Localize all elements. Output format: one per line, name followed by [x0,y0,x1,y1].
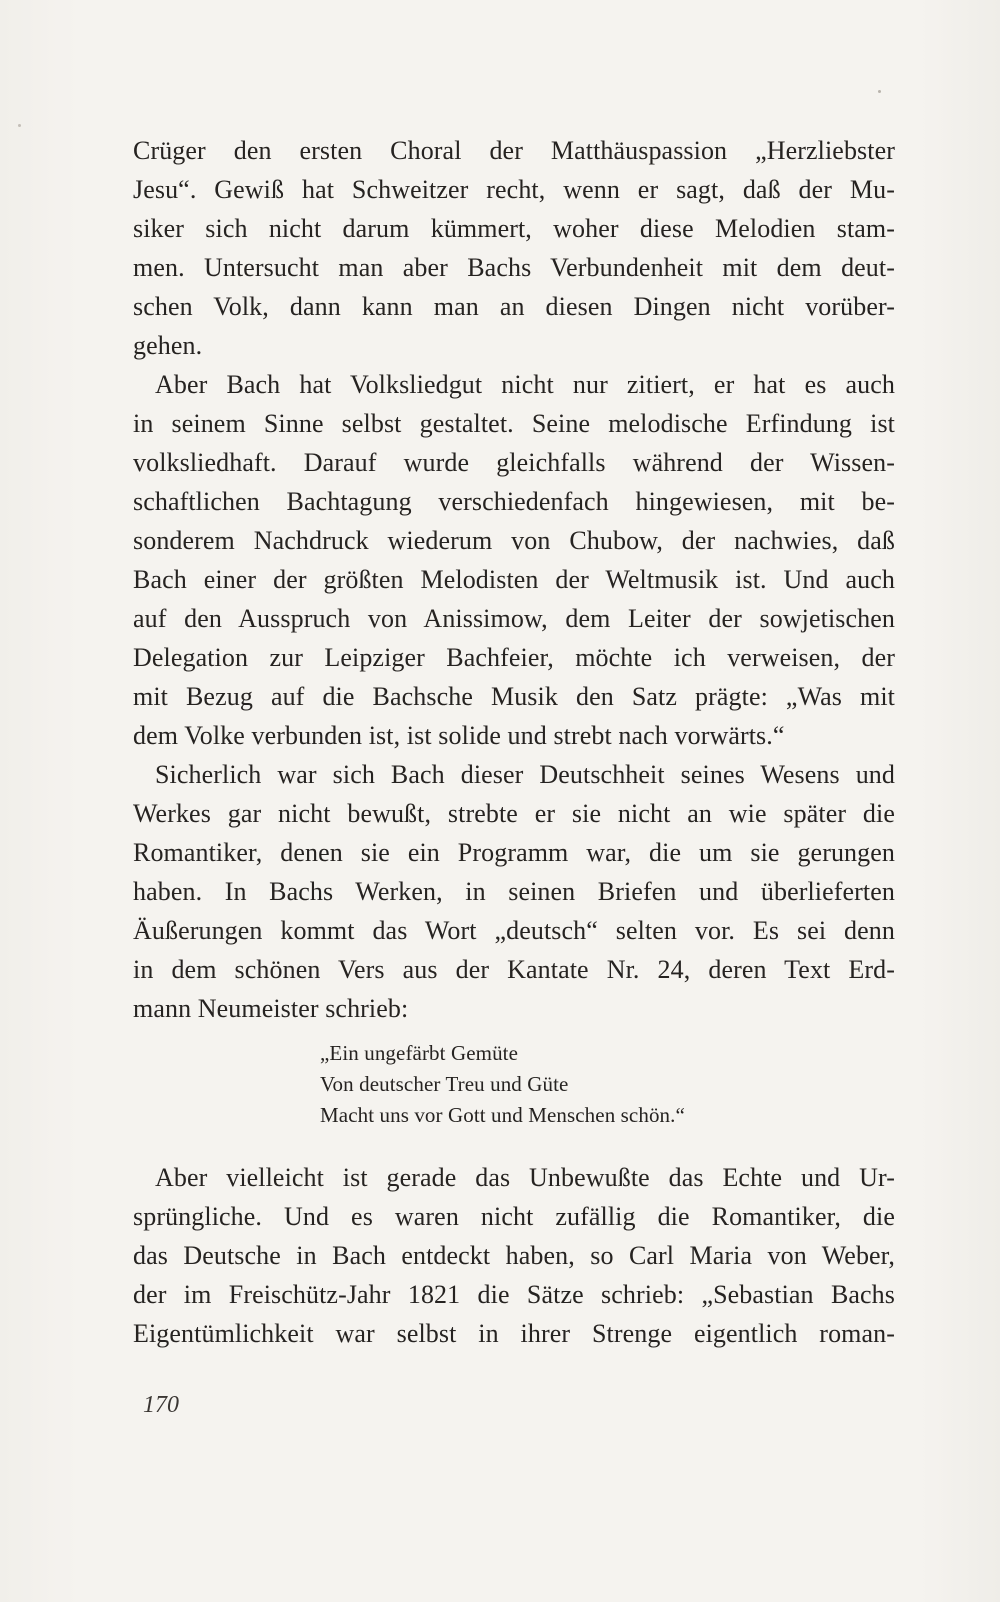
text-line: Eigentümlichkeit war selbst in ihrer Strenge eigentlich roman- [133,1319,895,1348]
verse-line: Macht uns vor Gott und Menschen schön.“ [320,1103,685,1127]
text-line: Romantiker, denen sie ein Programm war, die um sie gerungen [133,838,895,867]
text-line: das Deutsche in Bach entdeckt haben, so Carl Maria von Weber, [133,1241,895,1270]
text-line: Aber vielleicht ist gerade das Unbewußte das Echte und Ur- [155,1163,895,1192]
text-line: mann Neumeister schrieb: [133,994,409,1023]
paragraph-2 [133,365,895,755]
text-line: Jesu“. Gewiß hat Schweitzer recht, wenn er sagt, daß der Mu- [133,175,895,204]
verse-line: Von deutscher Treu und Güte [320,1072,569,1096]
paragraph-3 [133,755,895,1028]
verse-line: „Ein ungefärbt Gemüte [320,1041,519,1065]
text-line: schen Volk, dann kann man an diesen Dingen nicht vorüber- [133,292,895,321]
text-line: volksliedhaft. Darauf wurde gleichfalls während der Wissen- [133,448,895,477]
text-line: Aber Bach hat Volksliedgut nicht nur zitiert, er hat es auch [155,370,895,399]
page-number: 170 [143,1392,179,1418]
text-line: auf den Ausspruch von Anissimow, dem Leiter der sowjetischen [133,604,895,633]
text-line: Äußerungen kommt das Wort „deutsch“ selten vor. Es sei denn [133,916,895,945]
text-line: gehen. [133,331,203,360]
text-line: schaftlichen Bachtagung verschiedenfach hingewiesen, mit be- [133,487,895,516]
text-line: mit Bezug auf die Bachsche Musik den Satz prägte: „Was mit [133,682,895,711]
text-line: sonderem Nachdruck wiederum von Chubow, der nachwies, daß [133,526,895,555]
verse-quote [133,1038,895,1131]
text-line: Bach einer der größten Melodisten der Weltmusik ist. Und auch [133,565,895,594]
text-line: in dem schönen Vers aus der Kantate Nr. 24, deren Text Erd- [133,955,895,984]
text-line: Crüger den ersten Choral der Matthäuspassion „Herzliebster [133,136,895,165]
paper-speck [878,90,881,93]
text-line: dem Volke verbunden ist, ist solide und strebt nach vorwärts.“ [133,721,785,750]
paper-speck [18,124,21,127]
text-line: men. Untersucht man aber Bachs Verbundenheit mit dem deut- [133,253,895,282]
text-line: in seinem Sinne selbst gestaltet. Seine melodische Erfindung ist [133,409,895,438]
paragraph-1 [133,131,895,365]
text-line: der im Freischütz-Jahr 1821 die Sätze schrieb: „Sebastian Bachs [133,1280,895,1309]
text-line: Sicherlich war sich Bach dieser Deutschheit seines Wesens und [155,760,895,789]
text-line: sprüngliche. Und es waren nicht zufällig die Romantiker, die [133,1202,895,1231]
text-line: siker sich nicht darum kümmert, woher diese Melodien stam- [133,214,895,243]
body-text [133,131,895,1353]
text-line: haben. In Bachs Werken, in seinen Briefen und überlieferten [133,877,895,906]
text-line: Werkes gar nicht bewußt, strebte er sie nicht an wie später die [133,799,895,828]
text-line: Delegation zur Leipziger Bachfeier, möchte ich verweisen, der [133,643,895,672]
paragraph-4 [133,1158,895,1353]
